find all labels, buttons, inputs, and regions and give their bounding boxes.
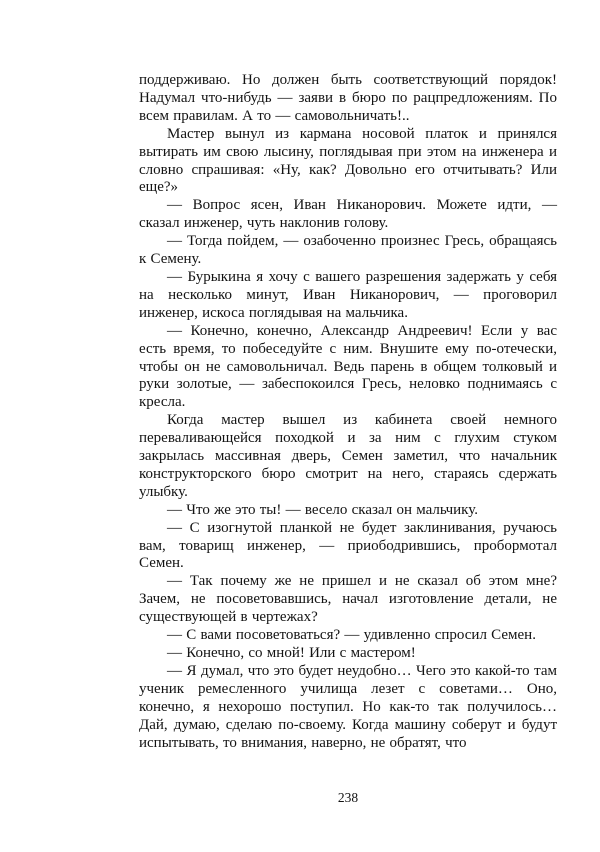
paragraph: — Бурыкина я хочу с вашего разрешения задержать у себя на несколько минут, Иван Никанорович, — проговорил инженер, искоса поглядывая на мальчика.	[139, 268, 557, 321]
paragraph: — Вопрос ясен, Иван Никанорович. Можете идти, — сказал инженер, чуть наклонив голову.	[139, 197, 557, 232]
paragraph: — Что же это ты! — весело сказал он мальчику.	[167, 501, 478, 518]
text-block	[139, 72, 557, 752]
paragraph: — Я думал, что это будет неудобно… Чего это какой-то там ученик ремесленного училища лезет с советами… Оно, конечно, я нехорошо поступил. Но как-то так получилось… Дай, думаю, сделаю по-своему. Когда машину соберут и будут испытывать, то внимания, наверно, не обратят, что	[139, 662, 557, 751]
paragraph: — С вами посоветоваться? — удивленно спросил Семен.	[167, 627, 536, 644]
paragraph: поддерживаю. Но должен быть соответствующий порядок! Надумал что-нибудь — заяви в бюро по рацпредложениям. По всем правилам. А то — самовольничать!..	[139, 72, 557, 124]
paragraph: — С изогнутой планкой не будет заклинивания, ручаюсь вам, товарищ инженер, — приободрившись, пробормотал Семен.	[139, 519, 557, 572]
paragraph: Мастер вынул из кармана носовой платок и принялся вытирать им свою лысину, поглядывая при этом на инженера и словно спрашивая: «Ну, как? Довольно его отчитывать? Или еще?»	[139, 125, 557, 196]
page-number: 238	[337, 790, 359, 805]
paragraph: — Тогда пойдем, — озабоченно произнес Гресь, обращаясь к Семену.	[139, 233, 557, 268]
paragraph: Когда мастер вышел из кабинета своей немного переваливающейся походкой и за ним с глухим стуком закрылась массивная дверь, Семен заметил, что начальник конструкторского бюро смотрит на него, стараясь сдержать улыбку.	[139, 412, 557, 500]
paragraph: — Конечно, со мной! Или с мастером!	[167, 645, 416, 661]
paragraph: — Конечно, конечно, Александр Андреевич! Если у вас есть время, то побеседуйте с ним. Внушите ему по-отечески, чтобы он не самовольничал. Ведь парень в общем толковый и руки золотые, — забеспокоился Гресь, неловко поднимаясь с кресла.	[139, 322, 557, 411]
paragraph: — Так почему же не пришел и не сказал об этом мне? Зачем, не посоветовавшись, начал изготовление детали, не существующей в чертежах?	[139, 573, 557, 626]
